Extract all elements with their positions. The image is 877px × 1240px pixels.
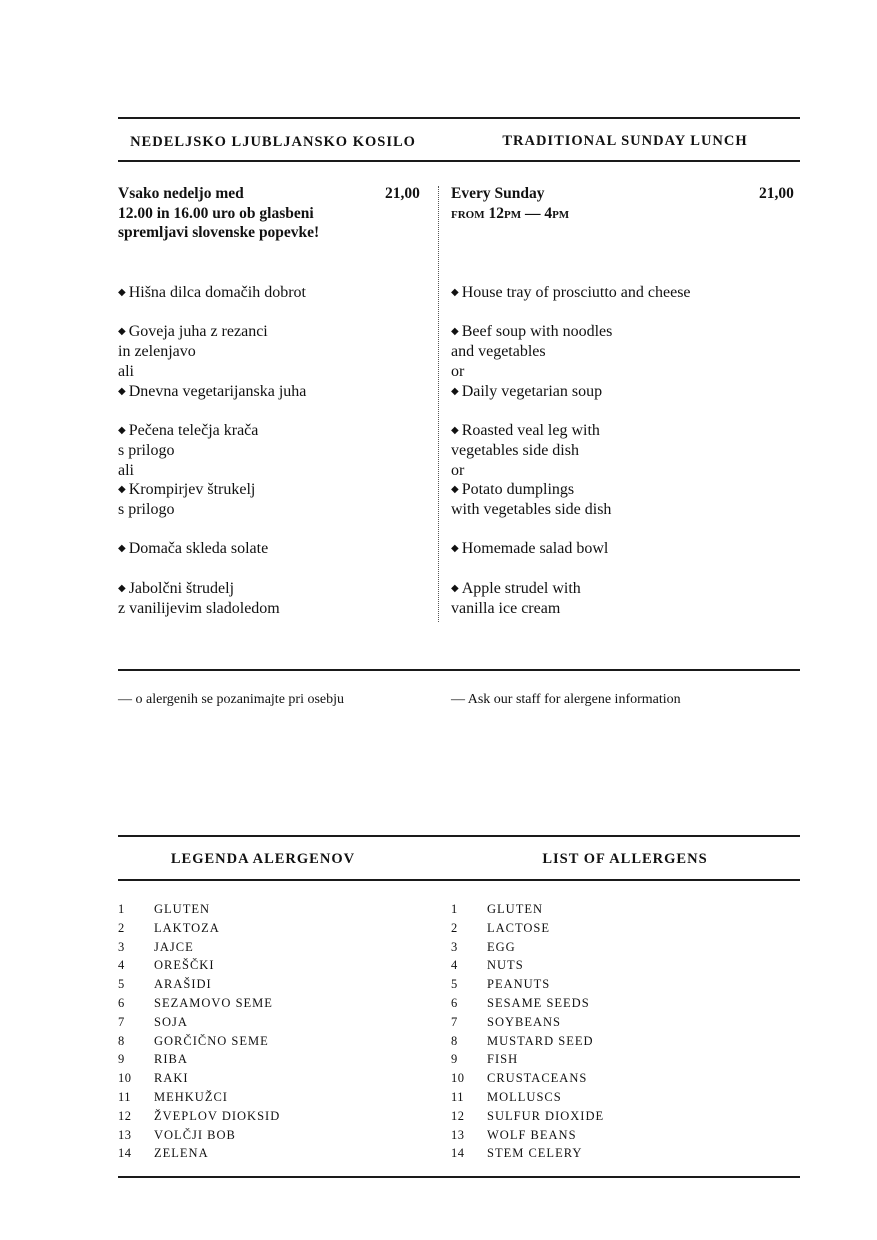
menu-course-text: Potato dumplings: [461, 481, 575, 499]
bullet-icon: ◆: [118, 424, 126, 436]
allergen-row: [451, 919, 604, 938]
allergen-name: WOLF BEANS: [487, 1127, 577, 1142]
allergen-row: [118, 1032, 280, 1051]
allergen-name: PEANUTS: [487, 977, 551, 992]
eng-allergen-note: — Ask our staff for alergene information: [451, 692, 681, 707]
eng-intro-line: from 12pm — 4pm: [451, 204, 570, 222]
menu-course-text: Beef soup with noodles: [461, 323, 613, 341]
allergen-name: LACTOSE: [487, 920, 551, 935]
allergen-row: [451, 1032, 604, 1051]
allergen-row: [451, 1126, 604, 1145]
allergen-number: 5: [451, 977, 458, 992]
menu-course-line: [451, 342, 691, 362]
menu-course-text: or: [451, 461, 465, 479]
allergen-name: EGG: [487, 939, 516, 954]
allergen-row: [451, 1050, 604, 1069]
allergen-name: STEM CELERY: [487, 1146, 583, 1161]
allergen-name: JAJCE: [154, 939, 194, 954]
allergen-row: [451, 1144, 604, 1163]
allergen-row: [451, 1088, 604, 1107]
bullet-icon: ◆: [118, 385, 126, 397]
allergen-row: [451, 1069, 604, 1088]
slo-price: 21,00: [385, 185, 420, 202]
slo-lunch-heading: NEDELJSKO LJUBLJANSKO KOSILO: [130, 134, 416, 150]
column-divider: [438, 186, 439, 622]
allergen-number: 9: [451, 1052, 458, 1067]
top-rule: [118, 117, 800, 119]
bullet-icon: ◆: [451, 287, 459, 298]
allergen-number: 1: [118, 902, 125, 916]
allergen-row: [118, 1050, 280, 1069]
allergen-number: 6: [451, 995, 458, 1010]
allergen-name: GLUTEN: [487, 902, 543, 916]
menu-course-line: [118, 283, 306, 303]
menu-course-text: s prilogo: [118, 501, 175, 519]
menu-course-line: [118, 322, 306, 342]
allergen-number: 6: [118, 995, 125, 1010]
allergen-number: 7: [451, 1014, 458, 1029]
menu-course-line: [451, 461, 691, 481]
allergen-row: [451, 1013, 604, 1032]
allergen-name: ZELENA: [154, 1146, 209, 1161]
allergen-name: SOJA: [154, 1014, 188, 1029]
allergen-name: MOLLUSCS: [487, 1089, 562, 1104]
slo-allergen-list: [118, 900, 280, 1163]
allergen-number: 2: [118, 920, 125, 935]
menu-bottom-rule: [118, 669, 800, 671]
allergen-name: SEZAMOVO SEME: [154, 995, 273, 1010]
allergen-number: 10: [451, 1071, 465, 1086]
menu-course-text: or: [451, 362, 465, 380]
allergen-row: [451, 956, 604, 975]
allergen-number: 10: [118, 1071, 132, 1086]
menu-course-text: z vanilijevim sladoledom: [118, 599, 280, 617]
header-bottom-rule: [118, 160, 800, 162]
allergen-name: RAKI: [154, 1071, 189, 1086]
allergen-number: 7: [118, 1014, 125, 1029]
allergen-row: [118, 1088, 280, 1107]
menu-course-line: [118, 599, 306, 619]
menu-course-line: [118, 539, 306, 559]
allergen-row: [451, 1107, 604, 1126]
menu-course-line: [118, 421, 306, 441]
menu-course-line: [451, 421, 691, 441]
allergen-row: [451, 975, 604, 994]
menu-course: [118, 579, 306, 619]
allergen-name: FISH: [487, 1052, 519, 1067]
menu-course: [451, 322, 691, 401]
menu-course-line: [118, 579, 306, 599]
allergen-number: 3: [451, 939, 458, 954]
allergen-row: [118, 938, 280, 957]
menu-course-line: [451, 283, 691, 303]
allergen-name: MEHKUŽCI: [154, 1089, 228, 1104]
allergen-number: 3: [118, 939, 125, 954]
eng-price: 21,00: [759, 185, 794, 202]
allergen-row: [118, 1144, 280, 1163]
allergen-name: LAKTOZA: [154, 920, 220, 935]
allergen-row: [118, 1107, 280, 1126]
menu-course: [118, 283, 306, 303]
allergen-row: [118, 900, 280, 919]
eng-menu: [451, 283, 691, 638]
allergen-name: SULFUR DIOXIDE: [487, 1108, 605, 1123]
slo-intro-line: spremljavi slovenske popevke!: [118, 224, 320, 241]
allergen-row: [118, 1013, 280, 1032]
allergen-row: [118, 1126, 280, 1145]
eng-intro-line: Every Sunday: [451, 185, 545, 202]
menu-course: [118, 421, 306, 520]
slo-intro-line: Vsako nedeljo med: [118, 185, 244, 202]
allergen-number: 4: [118, 958, 125, 973]
menu-course-text: Homemade salad bowl: [461, 540, 609, 558]
allergen-row: [451, 994, 604, 1013]
allergen-row: [118, 956, 280, 975]
menu-course-text: ali: [118, 461, 134, 479]
eng-lunch-heading: TRADITIONAL SUNDAY LUNCH: [502, 133, 748, 149]
menu-course-text: Apple strudel with: [461, 579, 581, 597]
bottom-rule: [118, 1176, 800, 1178]
menu-course-text: Goveja juha z rezanci: [128, 323, 268, 341]
menu-course-line: [118, 500, 306, 520]
menu-course: [451, 539, 691, 559]
bullet-icon: ◆: [451, 424, 459, 436]
menu-course-text: Domača skleda solate: [128, 540, 269, 558]
allergen-name: SESAME SEEDS: [487, 995, 590, 1010]
slo-intro: [118, 184, 319, 243]
allergen-row: [451, 900, 604, 919]
allergen-number: 12: [118, 1108, 132, 1123]
menu-course-text: vegetables side dish: [451, 441, 579, 459]
bullet-icon: ◆: [451, 385, 459, 397]
eng-allergens-heading: LIST OF ALLERGENS: [542, 851, 708, 867]
slo-intro-line: 12.00 in 16.00 uro ob glasbeni: [118, 204, 314, 222]
menu-course-line: [451, 579, 691, 599]
bullet-icon: ◆: [451, 484, 459, 496]
menu-course-line: [451, 539, 691, 559]
allergen-row: [118, 994, 280, 1013]
menu-course-line: [118, 382, 306, 402]
menu-course-line: [451, 322, 691, 342]
allergen-name: GORČIČNO SEME: [154, 1033, 269, 1048]
slo-allergen-note: — o alergenih se pozanimajte pri osebju: [118, 692, 345, 707]
menu-course-text: s prilogo: [118, 441, 175, 459]
allergen-number: 13: [118, 1127, 132, 1142]
menu-course-text: and vegetables: [451, 343, 546, 361]
menu-course: [118, 539, 306, 559]
bullet-icon: ◆: [118, 287, 126, 298]
allergen-name: ŽVEPLOV DIOKSID: [154, 1108, 281, 1123]
menu-course-line: [451, 599, 691, 619]
allergen-number: 14: [451, 1146, 465, 1161]
bullet-icon: ◆: [118, 484, 126, 496]
allergen-name: ARAŠIDI: [154, 977, 212, 992]
bullet-icon: ◆: [451, 326, 459, 338]
slo-menu: [118, 283, 306, 638]
allergen-number: 9: [118, 1052, 125, 1067]
bullet-icon: ◆: [451, 582, 459, 594]
bullet-icon: ◆: [118, 543, 126, 555]
menu-course-text: Jabolčni štrudelj: [128, 579, 235, 597]
menu-course-line: [118, 461, 306, 481]
menu-course-text: Pečena telečja krača: [128, 421, 259, 439]
menu-course-line: [118, 342, 306, 362]
menu-course-line: [118, 362, 306, 382]
menu-course-text: Daily vegetarian soup: [461, 382, 603, 400]
menu-course-text: House tray of prosciutto and cheese: [461, 284, 691, 301]
slo-allergens-heading: LEGENDA ALERGENOV: [170, 851, 356, 867]
menu-course-text: with vegetables side dish: [451, 501, 612, 519]
menu-course-line: [451, 480, 691, 500]
menu-course-text: Hišna dilca domačih dobrot: [128, 284, 306, 301]
allergen-number: 12: [451, 1108, 465, 1123]
allergen-number: 14: [118, 1146, 132, 1161]
bullet-icon: ◆: [118, 582, 126, 594]
menu-course: [451, 421, 691, 520]
menu-course-line: [451, 382, 691, 402]
bullet-icon: ◆: [451, 543, 459, 555]
menu-course: [451, 283, 691, 303]
allergen-row: [118, 975, 280, 994]
allergen-number: 8: [451, 1033, 458, 1048]
eng-allergen-list: [451, 900, 604, 1163]
allergen-name: RIBA: [154, 1052, 188, 1067]
allergen-row: [118, 1069, 280, 1088]
menu-course-text: ali: [118, 362, 134, 380]
menu-course-text: Krompirjev štrukelj: [128, 481, 256, 499]
allergen-name: CRUSTACEANS: [487, 1071, 588, 1086]
allergen-number: 11: [118, 1089, 132, 1104]
allergen-number: 4: [451, 958, 458, 973]
allergen-number: 1: [451, 902, 458, 916]
menu-course-line: [451, 441, 691, 461]
menu-course-text: in zelenjavo: [118, 343, 196, 361]
menu-course-line: [451, 500, 691, 520]
allergen-name: MUSTARD SEED: [487, 1033, 594, 1048]
menu-course-text: vanilla ice cream: [451, 599, 561, 617]
allergen-name: OREŠČKI: [154, 958, 215, 973]
menu-course-line: [118, 480, 306, 500]
menu-course-text: Roasted veal leg with: [461, 421, 600, 439]
allergens-top-rule: [118, 835, 800, 837]
allergens-header-rule: [118, 879, 800, 881]
menu-course-line: [451, 362, 691, 382]
bullet-icon: ◆: [118, 326, 126, 338]
allergen-number: 2: [451, 920, 458, 935]
menu-course-text: Dnevna vegetarijanska juha: [128, 382, 307, 400]
allergen-number: 5: [118, 977, 125, 992]
eng-intro: [451, 184, 569, 223]
menu-course-line: [118, 441, 306, 461]
menu-course: [118, 322, 306, 401]
allergen-number: 11: [451, 1089, 465, 1104]
allergen-number: 13: [451, 1127, 465, 1142]
allergen-name: SOYBEANS: [487, 1014, 561, 1029]
allergen-name: VOLČJI BOB: [154, 1127, 236, 1142]
allergen-row: [451, 938, 604, 957]
allergen-row: [118, 919, 280, 938]
allergen-name: GLUTEN: [154, 902, 210, 916]
allergen-name: NUTS: [487, 958, 524, 973]
menu-course: [451, 579, 691, 619]
allergen-number: 8: [118, 1033, 125, 1048]
